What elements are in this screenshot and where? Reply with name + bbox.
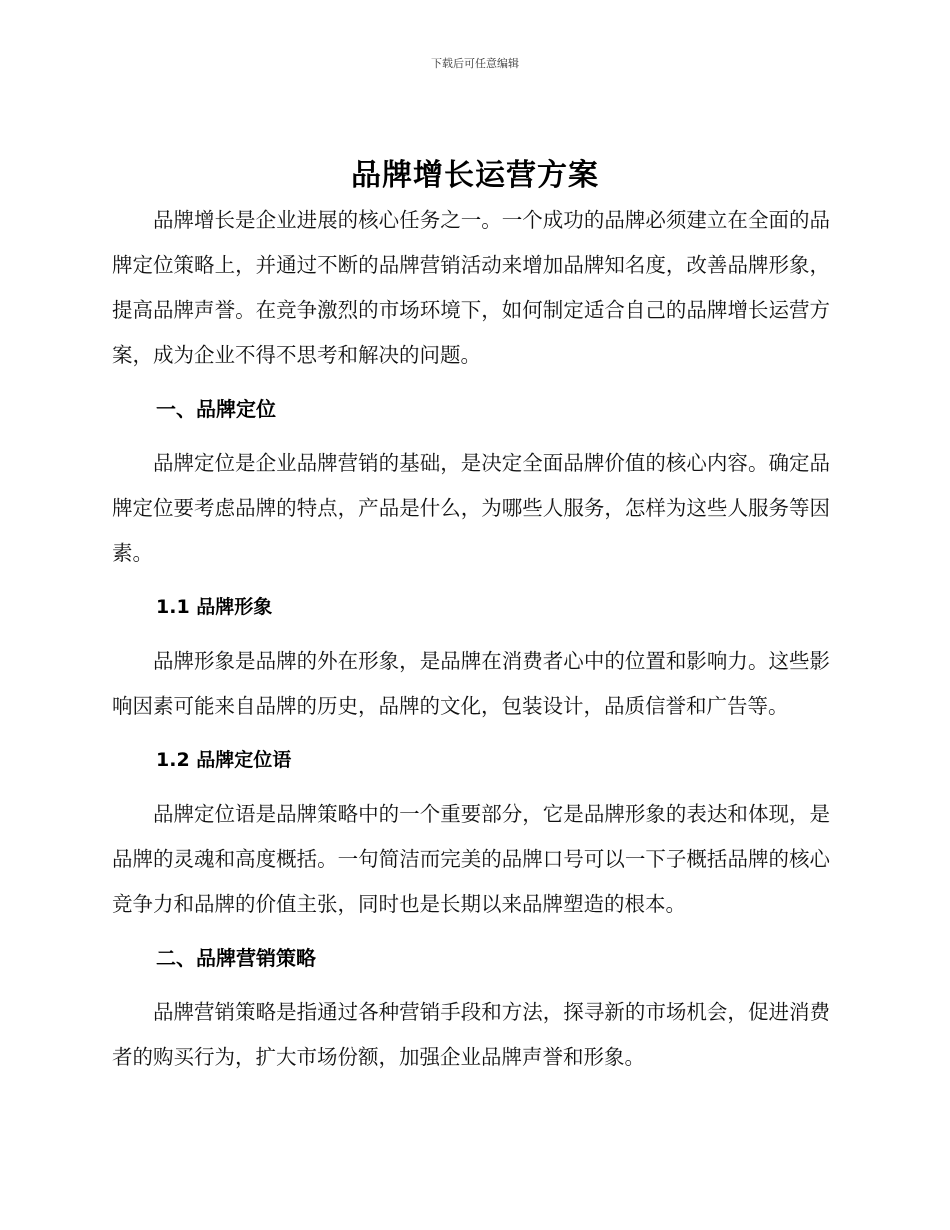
subsection-paragraph-brand-image: 品牌形象是品牌的外在形象，是品牌在消费者心中的位置和影响力。这些影响因素可能来自品牌的历史，品牌的文化，包装设计，品质信誉和广告等。 bbox=[112, 649, 830, 718]
spacer bbox=[112, 630, 830, 639]
document-title: 品牌增长运营方案 bbox=[351, 158, 599, 193]
intro-paragraph: 品牌增长是企业进展的核心任务之一。一个成功的品牌必须建立在全面的品牌定位策略上，并通过不断的品牌营销活动来增加品牌知名度，改善品牌形象，提高品牌声誉。在竞争激烈的市场环境下，如何制定适合自己的品牌增长运营方案，成为企业不得不思考和解决的问题。 bbox=[112, 208, 830, 367]
subsection-heading-positioning-slogan: 1.2 品牌定位语 bbox=[156, 749, 292, 771]
section-paragraph-positioning: 品牌定位是企业品牌营销的基础，是决定全面品牌价值的核心内容。确定品牌定位要考虑品牌的特点，产品是什么，为哪些人服务，怎样为这些人服务等因素。 bbox=[112, 451, 830, 565]
section-heading-positioning: 一、品牌定位 bbox=[156, 397, 276, 421]
page-header: 下载后可任意编辑 bbox=[431, 57, 519, 70]
spacer bbox=[112, 981, 830, 990]
section-paragraph-marketing-strategy: 品牌营销策略是指通过各种营销手段和方法，探寻新的市场机会，促进消费者的购买行为，扩大市场份额，加强企业品牌声誉和形象。 bbox=[112, 1000, 830, 1069]
spacer bbox=[112, 783, 830, 792]
document-body bbox=[112, 198, 830, 1080]
subsection-heading-brand-image: 1.1 品牌形象 bbox=[156, 596, 273, 618]
section-heading-marketing-strategy: 二、品牌营销策略 bbox=[156, 946, 316, 970]
subsection-paragraph-positioning-slogan: 品牌定位语是品牌策略中的一个重要部分，它是品牌形象的表达和体现，是品牌的灵魂和高度概括。一句简洁而完美的品牌口号可以一下子概括品牌的核心竞争力和品牌的价值主张，同时也是长期以来品牌塑造的根本。 bbox=[112, 802, 830, 916]
spacer bbox=[112, 432, 830, 441]
